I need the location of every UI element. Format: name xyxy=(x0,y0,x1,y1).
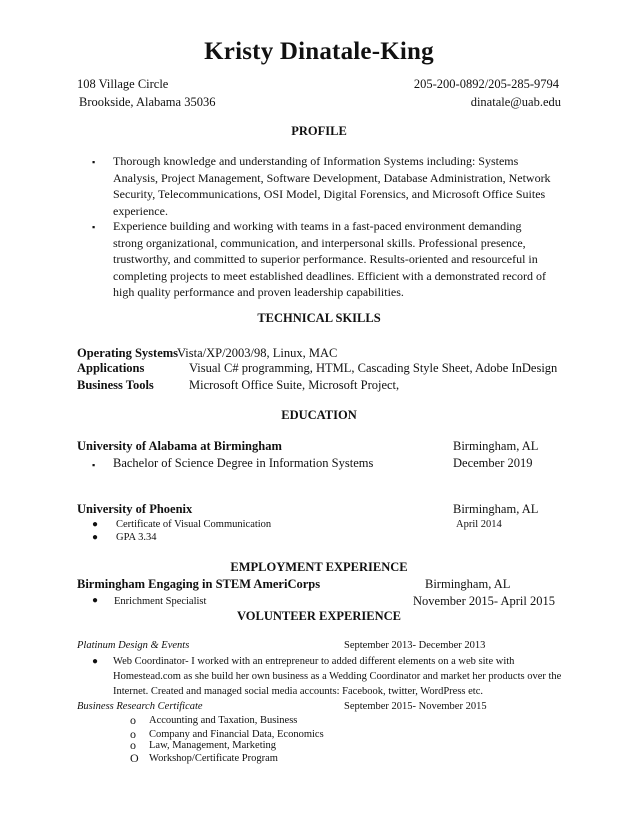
profile-heading: PROFILE xyxy=(291,124,347,138)
school-name: University of Phoenix xyxy=(77,502,193,516)
volunteer-org: Platinum Design & Events xyxy=(77,640,190,651)
phone-number: 205-200-0892/205-285-9794 xyxy=(413,77,559,91)
employer-location: Birmingham, AL xyxy=(425,577,511,591)
skills-heading: TECHNICAL SKILLS xyxy=(257,311,381,325)
bullet-icon: ● xyxy=(92,519,99,530)
volunteer-description-line: Homestead.com as she build her own business as a Wedding Coordinator and market her products over the xyxy=(113,671,562,682)
bullet-icon: ● xyxy=(92,532,99,543)
gpa-value: GPA 3.34 xyxy=(116,532,157,543)
education-heading: EDUCATION xyxy=(281,408,357,422)
skill-value: Microsoft Office Suite, Microsoft Project, xyxy=(189,378,400,392)
profile-bullet-1: Thorough knowledge and understanding of Information Systems including: Systems Analysis, Project Management, Software Development, Database Administration, Network Security, Telecommunications, OSI Model, Digital Forensics, and Microsoft Office Suites experience. xyxy=(113,154,551,218)
skill-value: Vista/XP/2003/98, Linux, MAC xyxy=(177,346,338,360)
employer-name: Birmingham Engaging in STEM AmeriCorps xyxy=(77,577,321,591)
school-location: Birmingham, AL xyxy=(453,439,539,453)
skill-label: Applications xyxy=(77,361,145,375)
email-address: dinatale@uab.edu xyxy=(470,95,561,109)
bullet-icon: ● xyxy=(92,595,99,606)
resume-name: Kristy Dinatale-King xyxy=(204,38,434,65)
employment-heading: EMPLOYMENT EXPERIENCE xyxy=(230,560,408,574)
job-dates: November 2015- April 2015 xyxy=(413,594,555,608)
volunteer-heading: VOLUNTEER EXPERIENCE xyxy=(236,609,401,623)
volunteer-dates: September 2015- November 2015 xyxy=(344,701,487,712)
skill-value: Visual C# programming, HTML, Cascading Style Sheet, Adobe InDesign xyxy=(189,361,558,375)
degree-name: Bachelor of Science Degree in Information Systems xyxy=(113,456,374,470)
school-name: University of Alabama at Birmingham xyxy=(77,439,282,453)
volunteer-dates: September 2013- December 2013 xyxy=(344,640,486,651)
circle-bullet-icon: O xyxy=(130,751,139,765)
list-item: Accounting and Taxation, Business xyxy=(149,715,298,726)
skill-label: Business Tools xyxy=(77,378,154,392)
volunteer-description-line: Internet. Created and managed social media accounts: Facebook, twitter, WordPress etc. xyxy=(113,686,483,697)
school-location: Birmingham, AL xyxy=(453,502,539,516)
bullet-icon: ▪ xyxy=(92,460,96,470)
address-line1: 108 Village Circle xyxy=(77,77,169,91)
bullet-icon: ▪ xyxy=(92,157,96,167)
volunteer-org: Business Research Certificate xyxy=(77,701,203,712)
list-item: Workshop/Certificate Program xyxy=(149,753,278,764)
skill-label: Operating Systems xyxy=(77,346,179,360)
circle-bullet-icon: o xyxy=(130,738,136,752)
bullet-icon: ● xyxy=(92,656,99,667)
circle-bullet-icon: o xyxy=(130,727,136,741)
address-line2: Brookside, Alabama 35036 xyxy=(79,95,216,109)
list-item: Company and Financial Data, Economics xyxy=(149,729,324,740)
job-title: Enrichment Specialist xyxy=(114,596,207,607)
profile-bullet-2: Experience building and working with teams in a fast-paced environment demanding strong organizational, communication, and interpersonal skills. Professional presence, trustworthy, and committed to superior performance. Results-oriented and resourceful in completing projects to meet established deadlines. Efficient with a demonstrated record of high quality performance and proven leadership capabilities. xyxy=(113,219,546,299)
list-item: Law, Management, Marketing xyxy=(149,740,277,751)
bullet-icon: ▪ xyxy=(92,222,96,232)
volunteer-description-line: Web Coordinator- I worked with an entrepreneur to added different elements on a web site with xyxy=(113,656,515,667)
certificate-date: April 2014 xyxy=(456,519,502,530)
certificate-name: Certificate of Visual Communication xyxy=(116,519,272,530)
degree-date: December 2019 xyxy=(453,456,533,470)
circle-bullet-icon: o xyxy=(130,713,136,727)
